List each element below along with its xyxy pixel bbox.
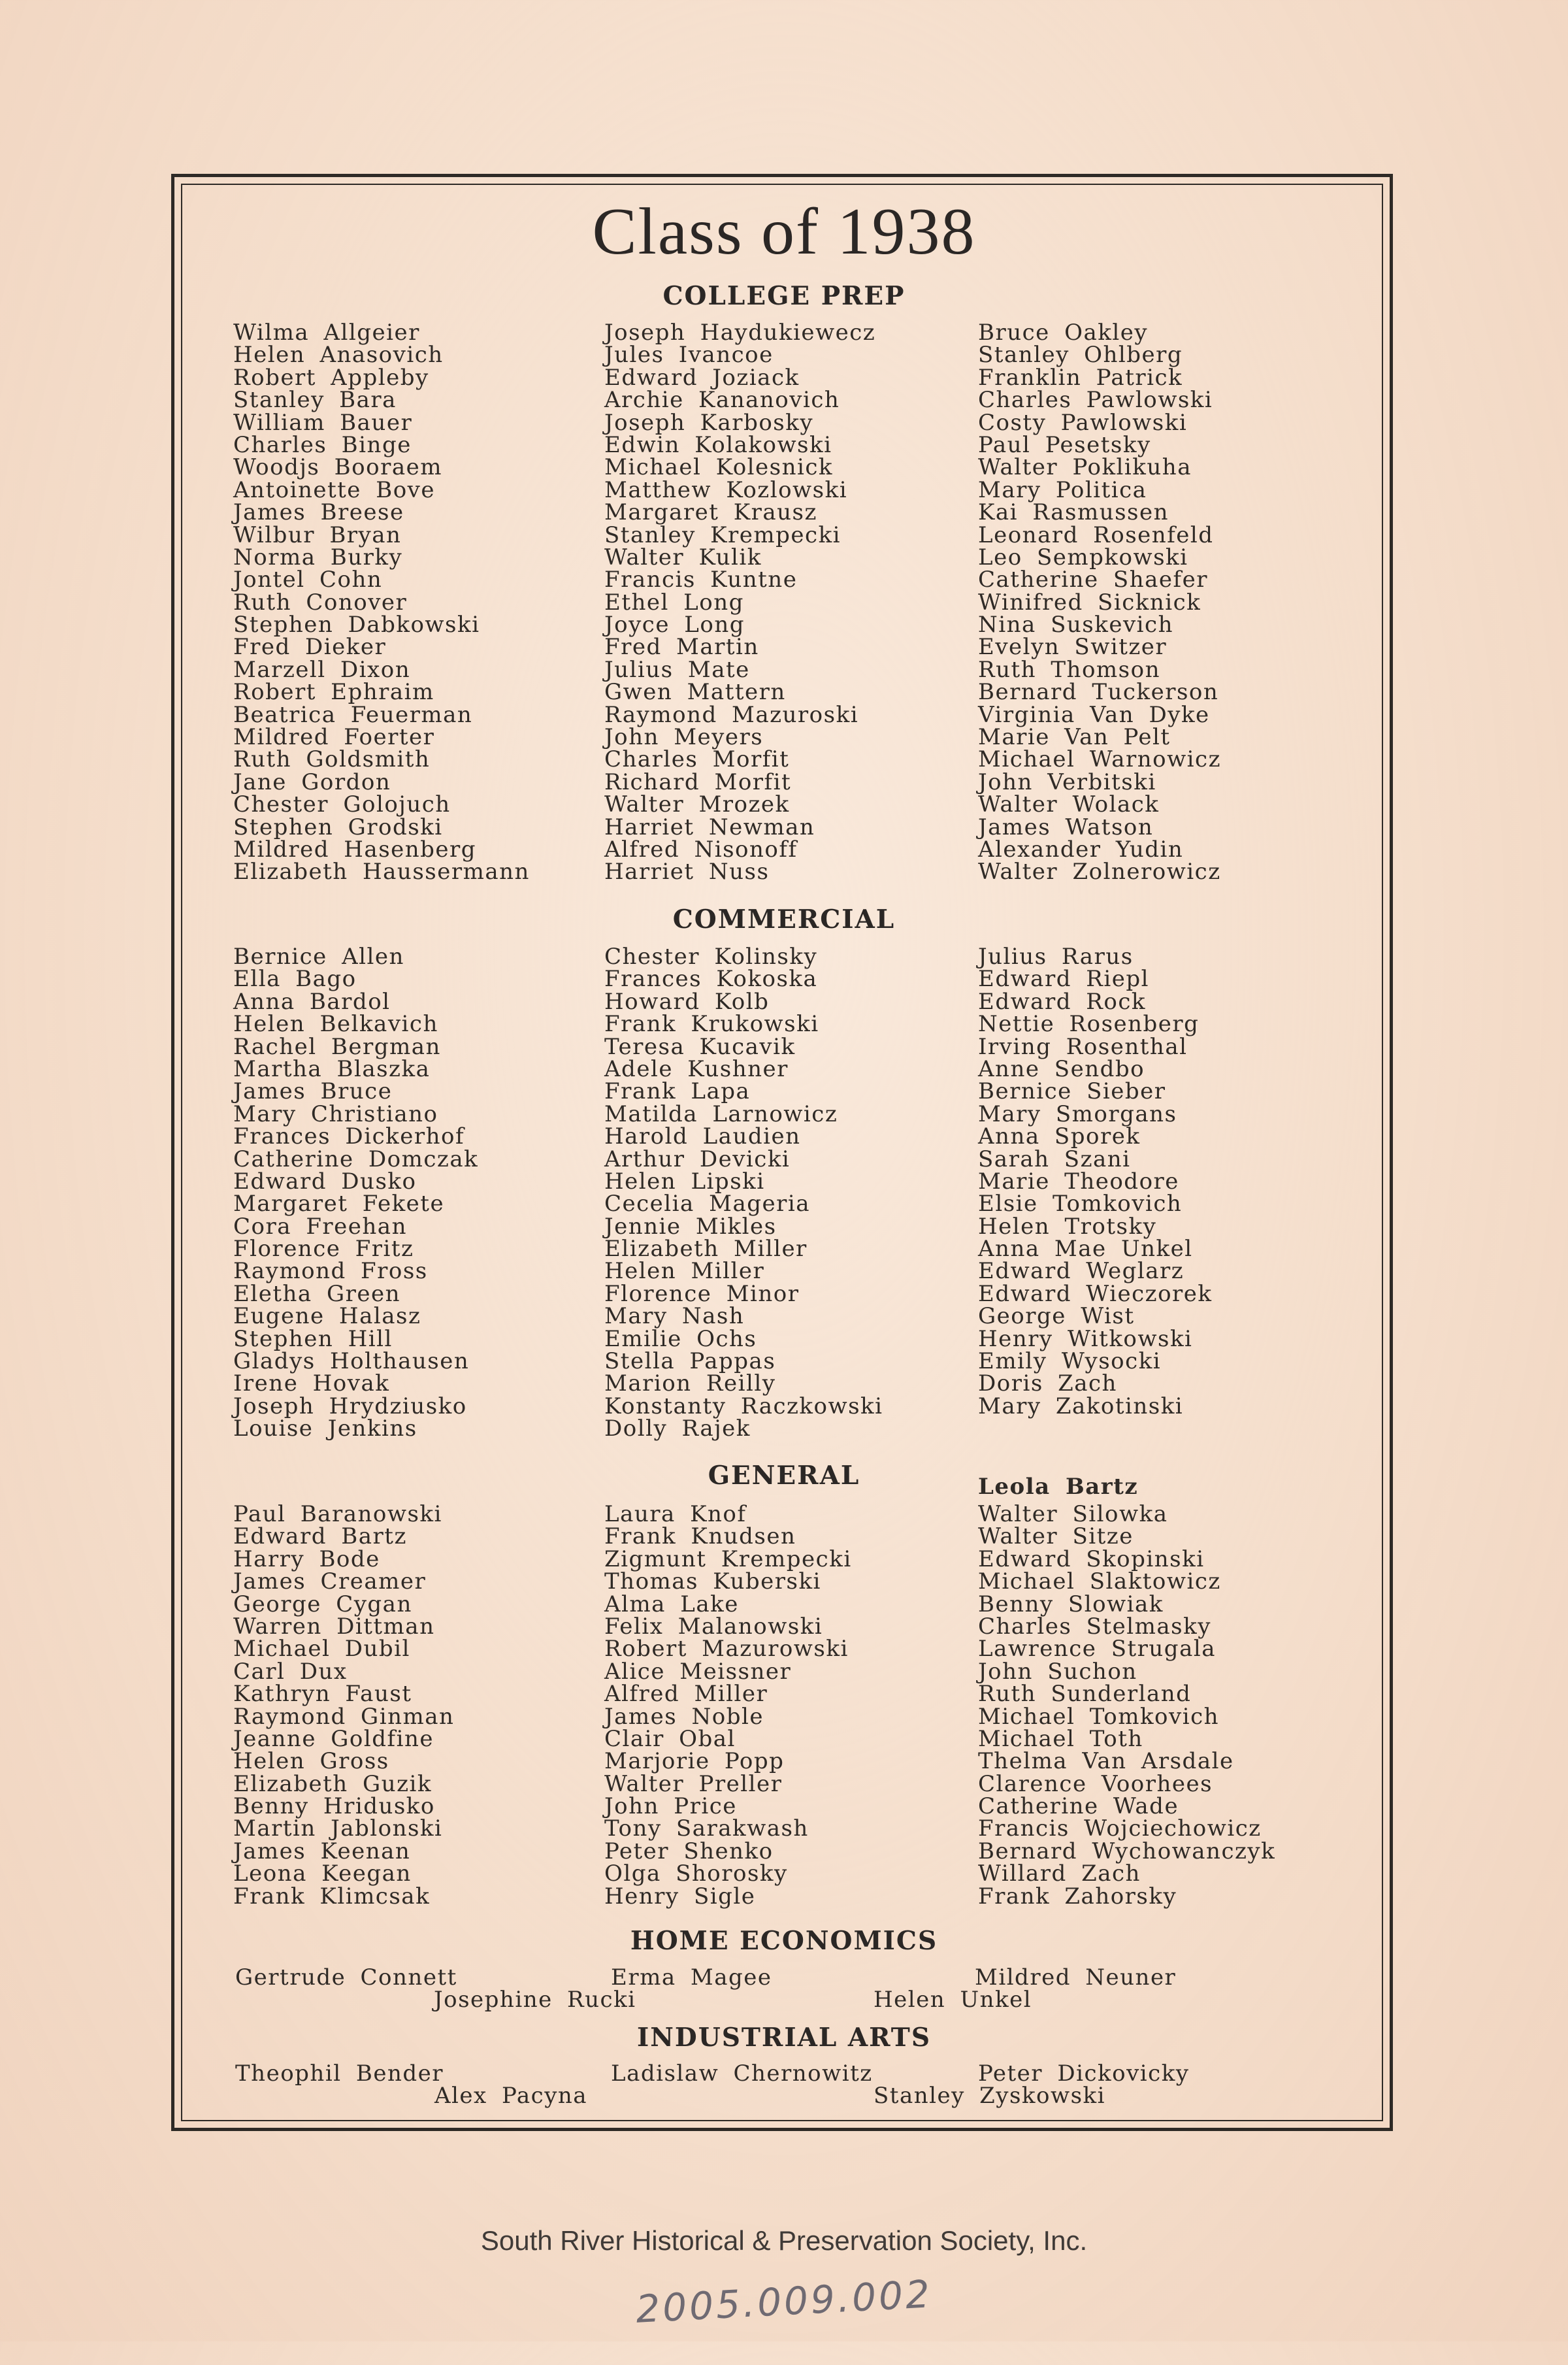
student-name: Edward Skopinski <box>978 1546 1205 1572</box>
student-name: Joseph Hrydziusko <box>233 1393 467 1419</box>
student-name: Francis Kuntne <box>604 567 798 593</box>
section-heading-commercial: COMMERCIAL <box>672 904 896 934</box>
student-name: Frances Kokoska <box>604 966 818 993</box>
student-name: Kathryn Faust <box>233 1681 412 1708</box>
student-name: Walter Kulik <box>604 544 762 571</box>
student-name: Bernard Tuckerson <box>978 679 1219 706</box>
student-name: Walter Sitze <box>978 1523 1134 1550</box>
student-name: Martha Blaszka <box>233 1055 431 1082</box>
student-name: Woodjs Booraem <box>233 454 442 481</box>
student-name: Elizabeth Haussermann <box>233 859 530 885</box>
student-name: Eugene Halasz <box>233 1303 421 1330</box>
student-name: Margaret Fekete <box>233 1191 445 1217</box>
student-name: Catherine Shaefer <box>978 567 1208 593</box>
student-name: Wilbur Bryan <box>233 521 402 548</box>
student-name: Joyce Long <box>604 612 745 638</box>
student-name: Clarence Voorhees <box>978 1770 1213 1797</box>
student-name: Walter Zolnerowicz <box>978 859 1221 885</box>
student-name: Edward Riepl <box>978 966 1150 993</box>
student-name: Helen Miller <box>604 1258 765 1285</box>
student-name: John Verbitski <box>978 769 1156 795</box>
student-name: Arthur Devicki <box>604 1146 791 1172</box>
student-name: Kai Rasmussen <box>978 499 1169 526</box>
student-name: Helen Lipski <box>604 1168 765 1195</box>
student-name: Edward Wieczorek <box>978 1280 1213 1307</box>
handwritten-catalog-number: 2005.009.002 <box>634 2272 934 2332</box>
student-name: Nettie Rosenberg <box>978 1011 1200 1038</box>
home-economics-name: Helen Unkel <box>874 1987 1032 2013</box>
student-name: Ruth Thomson <box>978 656 1160 683</box>
student-name: Michael Toth <box>978 1725 1143 1752</box>
student-name: Evelyn Switzer <box>978 634 1168 661</box>
student-name: Stephen Hill <box>233 1325 393 1352</box>
student-name: Irene Hovak <box>233 1370 390 1397</box>
student-name: Charles Morfit <box>604 746 790 773</box>
student-name: Frank Krukowski <box>604 1011 819 1038</box>
student-name: Michael Warnowicz <box>978 746 1222 773</box>
student-name: Marion Reilly <box>604 1370 776 1397</box>
student-name: Marie Van Pelt <box>978 724 1171 751</box>
student-name: Dolly Rajek <box>604 1415 751 1442</box>
student-name: James Keenan <box>233 1838 411 1864</box>
student-name: Stella Pappas <box>604 1348 776 1375</box>
student-name: Clair Obal <box>604 1725 736 1752</box>
student-name: Cora Freehan <box>233 1213 407 1240</box>
home-economics-name: Josephine Rucki <box>434 1987 636 2013</box>
student-name: Anna Mae Unkel <box>978 1236 1193 1263</box>
student-name: Winifred Sicknick <box>978 589 1201 616</box>
student-name: Ruth Goldsmith <box>233 746 431 773</box>
student-name: Chester Golojuch <box>233 791 451 818</box>
student-name: Margaret Krausz <box>604 499 817 526</box>
student-name: Joseph Karbosky <box>604 409 814 436</box>
student-name: Emilie Ochs <box>604 1325 757 1352</box>
student-name: Carl Dux <box>233 1658 348 1685</box>
student-name: Jontel Cohn <box>233 567 383 593</box>
student-name: Marjorie Popp <box>604 1748 785 1775</box>
student-name: Felix Malanowski <box>604 1613 823 1640</box>
industrial-arts-name: Alex Pacyna <box>434 2083 588 2109</box>
student-name: Matthew Kozlowski <box>604 476 848 503</box>
student-name: Catherine Domczak <box>233 1146 479 1172</box>
student-name: Edward Rock <box>978 988 1146 1015</box>
student-name: Peter Shenko <box>604 1838 774 1864</box>
student-name: Lawrence Strugala <box>978 1636 1216 1662</box>
student-name: Florence Minor <box>604 1280 800 1307</box>
student-name: Mildred Foerter <box>233 724 435 751</box>
student-name: Robert Ephraim <box>233 679 434 706</box>
student-name: Louise Jenkins <box>233 1415 417 1442</box>
student-name: Henry Sigle <box>604 1883 756 1910</box>
student-name: Alfred Miller <box>604 1681 768 1708</box>
student-name: George Wist <box>978 1303 1135 1330</box>
student-name: Walter Wolack <box>978 791 1160 818</box>
footer-organization: South River Historical & Preservation Society, Inc. <box>480 2225 1088 2256</box>
student-name: Bruce Oakley <box>978 320 1149 346</box>
student-name: Francis Wojciechowicz <box>978 1815 1262 1842</box>
student-name: Edward Joziack <box>604 364 800 391</box>
student-name: Benny Slowiak <box>978 1591 1164 1617</box>
student-name: Raymond Mazuroski <box>604 701 859 728</box>
page-title: Class of 1938 <box>592 195 976 269</box>
student-name: Frank Knudsen <box>604 1523 796 1550</box>
student-name: Frank Zahorsky <box>978 1883 1177 1910</box>
student-name: Stephen Dabkowski <box>233 612 480 638</box>
student-name: Beatrica Feuerman <box>233 701 473 728</box>
student-name: Ella Bago <box>233 966 357 993</box>
student-name: Alma Lake <box>604 1591 739 1617</box>
student-name: Harriet Newman <box>604 814 815 840</box>
student-name: Richard Morfit <box>604 769 792 795</box>
student-name: Tony Sarakwash <box>604 1815 809 1842</box>
student-name: Benny Hridusko <box>233 1793 435 1820</box>
student-name: Willard Zach <box>978 1861 1141 1887</box>
student-name: Michael Tomkovich <box>978 1703 1220 1730</box>
student-name: Michael Dubil <box>233 1636 410 1662</box>
student-name: James Watson <box>978 814 1154 840</box>
student-name: John Price <box>604 1793 737 1820</box>
student-name: Edward Weglarz <box>978 1258 1184 1285</box>
student-name: Emily Wysocki <box>978 1348 1162 1375</box>
student-name: Jeanne Goldfine <box>233 1725 434 1752</box>
industrial-arts-name: Ladislaw Chernowitz <box>611 2060 873 2087</box>
student-name: Irving Rosenthal <box>978 1033 1188 1060</box>
student-name: Marzell Dixon <box>233 656 411 683</box>
student-name: Frank Lapa <box>604 1078 751 1105</box>
student-name: Henry Witkowski <box>978 1325 1193 1352</box>
student-name: Harold Laudien <box>604 1123 801 1150</box>
student-name: Mary Smorgans <box>978 1100 1177 1127</box>
student-name: Elizabeth Miller <box>604 1236 808 1263</box>
industrial-arts-name: Theophil Bender <box>235 2060 444 2087</box>
student-name: Archie Kananovich <box>604 387 840 414</box>
student-name: Leonard Rosenfeld <box>978 521 1214 548</box>
industrial-arts-name: Stanley Zyskowski <box>874 2083 1106 2109</box>
student-name: Konstanty Raczkowski <box>604 1393 883 1419</box>
student-name: Raymond Ginman <box>233 1703 455 1730</box>
section-heading-general: GENERAL <box>708 1461 860 1491</box>
student-name: Robert Appleby <box>233 364 429 391</box>
student-name: Warren Dittman <box>233 1613 435 1640</box>
student-name: Zigmunt Krempecki <box>604 1546 852 1572</box>
student-name: Ruth Conover <box>233 589 408 616</box>
student-name: Mary Christiano <box>233 1100 438 1127</box>
student-name: Ethel Long <box>604 589 744 616</box>
student-name: Antoinette Bove <box>233 476 436 503</box>
student-name: James Creamer <box>233 1568 427 1595</box>
student-name: Fred Martin <box>604 634 759 661</box>
student-name: Mary Nash <box>604 1303 745 1330</box>
student-name: Mildred Hasenberg <box>233 836 477 863</box>
student-name: Stephen Grodski <box>233 814 443 840</box>
student-name: Leona Keegan <box>233 1861 412 1887</box>
student-name: James Bruce <box>233 1078 393 1105</box>
student-name: Eletha Green <box>233 1280 401 1307</box>
student-name: Harry Bode <box>233 1546 380 1572</box>
student-name: Mary Politica <box>978 476 1147 503</box>
student-name: Marie Theodore <box>978 1168 1179 1195</box>
home-economics-name: Erma Magee <box>611 1964 772 1991</box>
student-name: Nina Suskevich <box>978 612 1173 638</box>
student-name: John Meyers <box>604 724 764 751</box>
home-economics-name: Mildred Neuner <box>975 1964 1177 1991</box>
student-name: Jules Ivancoe <box>604 342 774 369</box>
student-name: Gladys Holthausen <box>233 1348 470 1375</box>
student-name: Wilma Allgeier <box>233 320 420 346</box>
student-name: William Bauer <box>233 409 413 436</box>
student-name: Florence Fritz <box>233 1236 414 1263</box>
student-name: Rachel Bergman <box>233 1033 441 1060</box>
student-name: Jane Gordon <box>233 769 391 795</box>
student-name: Alexander Yudin <box>978 836 1184 863</box>
student-name: Anne Sendbo <box>978 1055 1145 1082</box>
industrial-arts-name: Peter Dickovicky <box>978 2060 1190 2087</box>
student-name: Olga Shorosky <box>604 1861 788 1887</box>
student-name: Paul Baranowski <box>233 1501 442 1527</box>
student-name: Bernice Sieber <box>978 1078 1166 1105</box>
section-heading-college-prep: COLLEGE PREP <box>662 281 906 311</box>
student-name: Matilda Larnowicz <box>604 1100 838 1127</box>
student-name: Stanley Bara <box>233 387 397 414</box>
student-name: Julius Mate <box>604 656 750 683</box>
student-name: Raymond Fross <box>233 1258 428 1285</box>
student-name: Costy Pawlowski <box>978 409 1188 436</box>
student-name: Michael Slaktowicz <box>978 1568 1221 1595</box>
student-name: Anna Sporek <box>978 1123 1141 1150</box>
student-name: Leo Sempkowski <box>978 544 1188 571</box>
student-name: Joseph Haydukiewecz <box>604 320 876 346</box>
student-name: John Suchon <box>978 1658 1137 1685</box>
student-name: Walter Preller <box>604 1770 783 1797</box>
student-name: Paul Pesetsky <box>978 431 1151 458</box>
student-name: Helen Belkavich <box>233 1011 438 1038</box>
student-name: Chester Kolinsky <box>604 944 818 970</box>
student-name: Laura Knof <box>604 1501 747 1527</box>
general-column-3-lead: Leola Bartz <box>978 1474 1139 1500</box>
student-name: Elizabeth Guzik <box>233 1770 432 1797</box>
student-name: Stanley Ohlberg <box>978 342 1183 369</box>
student-name: Edward Dusko <box>233 1168 417 1195</box>
student-name: Julius Rarus <box>978 944 1134 970</box>
student-name: Thomas Kuberski <box>604 1568 821 1595</box>
student-name: Fred Dieker <box>233 634 387 661</box>
student-name: Stanley Krempecki <box>604 521 841 548</box>
student-name: Harriet Nuss <box>604 859 770 885</box>
general-column-3 <box>978 1503 1435 1908</box>
student-name: Anna Bardol <box>233 988 391 1015</box>
student-name: Doris Zach <box>978 1370 1117 1397</box>
student-name: Elsie Tomkovich <box>978 1191 1183 1217</box>
student-name: James Noble <box>604 1703 764 1730</box>
student-name: Charles Binge <box>233 431 412 458</box>
student-name: Thelma Van Arsdale <box>978 1748 1234 1775</box>
student-name: George Cygan <box>233 1591 412 1617</box>
student-name: Cecelia Mageria <box>604 1191 810 1217</box>
student-name: Charles Pawlowski <box>978 387 1213 414</box>
student-name: Teresa Kucavik <box>604 1033 796 1060</box>
student-name: Walter Mrozek <box>604 791 790 818</box>
student-name: James Breese <box>233 499 404 526</box>
student-name: Alfred Nisonoff <box>604 836 798 863</box>
home-economics-name: Gertrude Connett <box>235 1964 457 1991</box>
student-name: Walter Poklikuha <box>978 454 1192 481</box>
student-name: Franklin Patrick <box>978 364 1183 391</box>
student-name: Howard Kolb <box>604 988 770 1015</box>
student-name: Martin Jablonski <box>233 1815 443 1842</box>
student-name: Alice Meissner <box>604 1658 792 1685</box>
student-name: Bernard Wychowanczyk <box>978 1838 1276 1864</box>
student-name: Mary Zakotinski <box>978 1393 1184 1419</box>
student-name: Bernice Allen <box>233 944 404 970</box>
student-name: Edwin Kolakowski <box>604 431 832 458</box>
student-name: Adele Kushner <box>604 1055 789 1082</box>
student-name: Virginia Van Dyke <box>978 701 1210 728</box>
student-name: Walter Silowka <box>978 1501 1168 1527</box>
student-name: Frances Dickerhof <box>233 1123 465 1150</box>
student-name: Helen Trotsky <box>978 1213 1157 1240</box>
college-prep-column-3 <box>978 322 1435 884</box>
section-heading-home-economics: HOME ECONOMICS <box>630 1926 938 1956</box>
student-name: Norma Burky <box>233 544 403 571</box>
student-name: Michael Kolesnick <box>604 454 834 481</box>
student-name: Edward Bartz <box>233 1523 407 1550</box>
student-name: Ruth Sunderland <box>978 1681 1192 1708</box>
commercial-column-3 <box>978 946 1435 1417</box>
section-heading-industrial-arts: INDUSTRIAL ARTS <box>637 2023 931 2053</box>
student-name: Helen Anasovich <box>233 342 444 369</box>
student-name: Robert Mazurowski <box>604 1636 849 1662</box>
student-name: Gwen Mattern <box>604 679 786 706</box>
student-name: Sarah Szani <box>978 1146 1131 1172</box>
student-name: Helen Gross <box>233 1748 389 1775</box>
student-name: Jennie Mikles <box>604 1213 777 1240</box>
student-name: Catherine Wade <box>978 1793 1179 1820</box>
student-name: Frank Klimcsak <box>233 1883 431 1910</box>
student-name: Charles Stelmasky <box>978 1613 1211 1640</box>
